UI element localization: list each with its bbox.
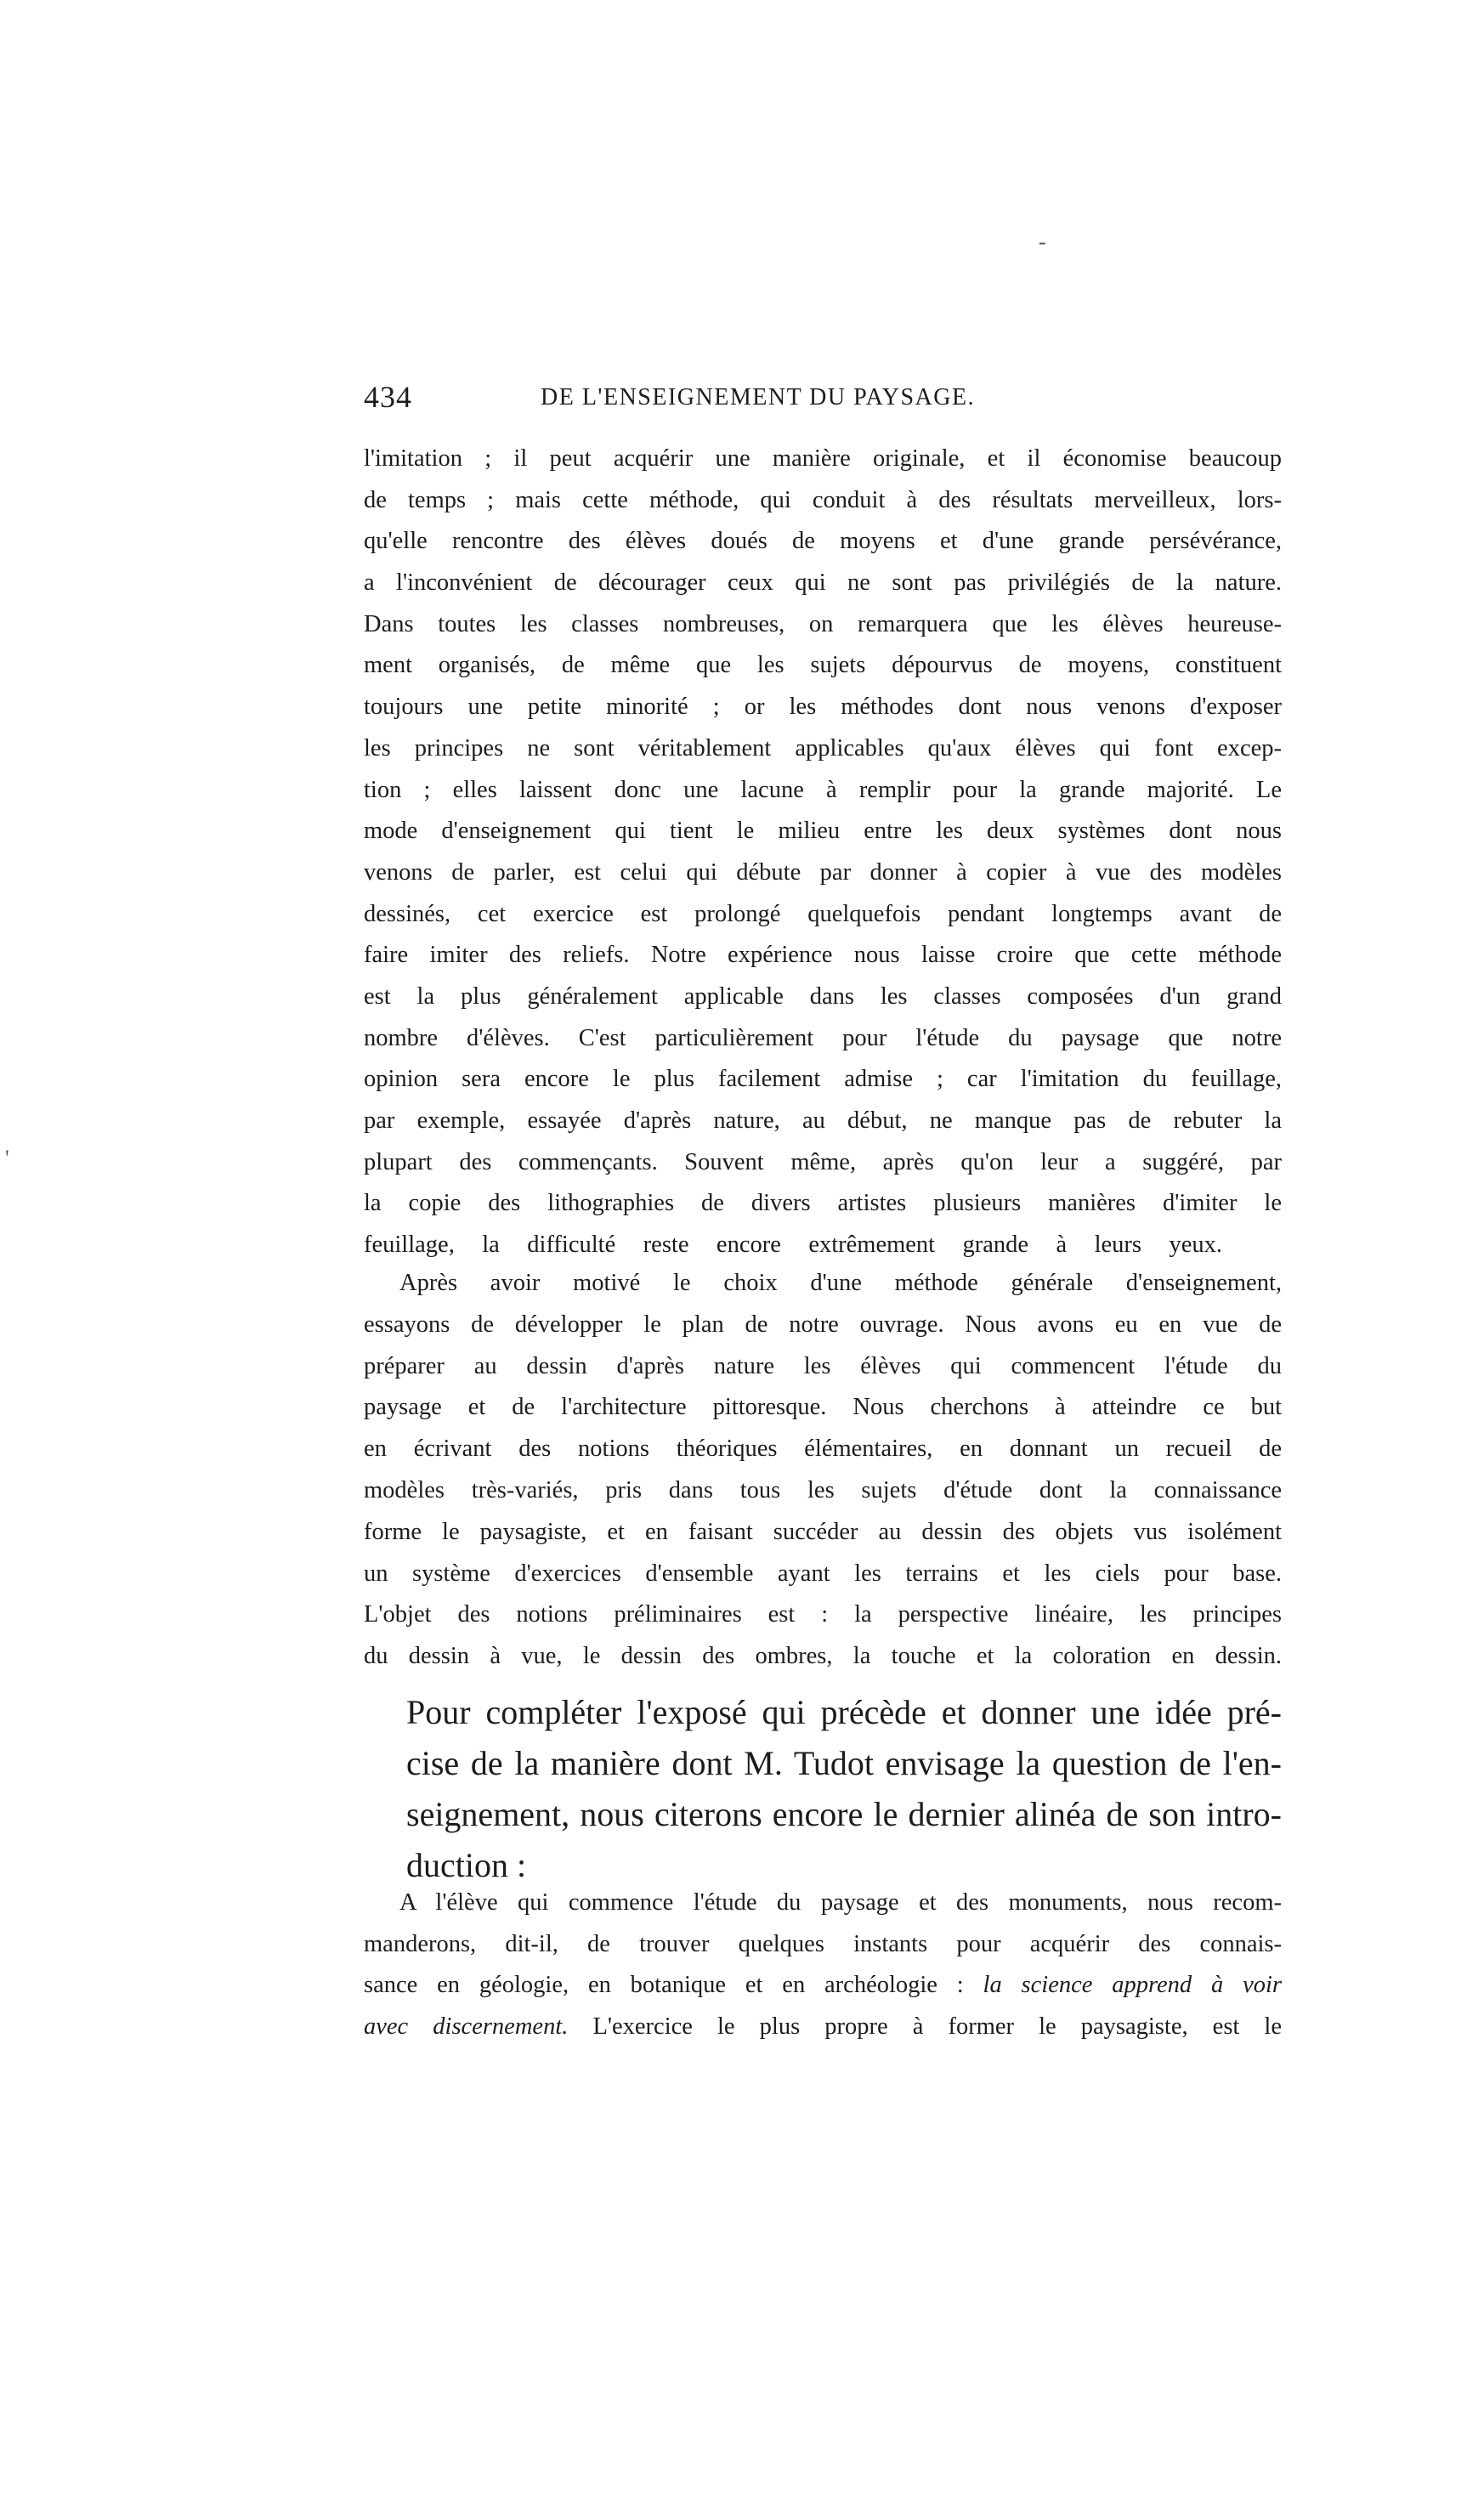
introduction-paragraph: [406, 1687, 1282, 1891]
text-line: essayons de développer le plan de notre ouvrage. Nous avons eu en vue de: [364, 1311, 1282, 1338]
text-line: l'imitation ; il peut acquérir une manière originale, et il économise beaucoup: [364, 445, 1282, 472]
text-line: [364, 1965, 1282, 2007]
text-line: de temps ; mais cette méthode, qui conduit à des résultats merveilleux, lors-: [364, 486, 1282, 513]
page-number: 434: [364, 380, 412, 414]
text-line: venons de parler, est celui qui débute par donner à copier à vue des modèles: [364, 858, 1282, 886]
quoted-passage: [364, 1883, 1282, 2047]
text-line: a l'inconvénient de décourager ceux qui ne sont pas privilégiés de la nature.: [364, 569, 1282, 597]
text-segment: L'exercice le plus propre à former le paysagiste, est le: [568, 2013, 1282, 2040]
text-line: Après avoir motivé le choix d'une méthode générale d'enseignement,: [399, 1270, 1282, 1296]
text-line: [364, 2007, 1282, 2048]
text-line: plupart des commençants. Souvent même, après qu'on leur a suggéré, par: [364, 1148, 1282, 1175]
text-line: par exemple, essayée d'après nature, au début, ne manque pas de rebuter la: [364, 1107, 1282, 1134]
text-line: paysage et de l'architecture pittoresque. Nous cherchons à atteindre ce but: [364, 1394, 1282, 1421]
text-line: L'objet des notions préliminaires est : la perspective linéaire, les principes: [364, 1601, 1282, 1628]
text-line: qu'elle rencontre des élèves doués de moyens et d'une grande persévérance,: [364, 528, 1282, 555]
running-title: DE L'ENSEIGNEMENT DU PAYSAGE.: [541, 384, 976, 411]
text-line: dessinés, cet exercice est prolongé quelquefois pendant longtemps avant de: [364, 900, 1282, 927]
text-line: faire imiter des reliefs. Notre expérience nous laisse croire que cette méthode: [364, 942, 1282, 969]
margin-dash-mark: -: [1039, 229, 1046, 254]
margin-tick-mark: ': [5, 1146, 9, 1170]
text-segment: sance en géologie, en botanique et en archéologie :: [364, 1972, 983, 1998]
paragraph-plan: [364, 1263, 1282, 1678]
paragraph-methods: [364, 439, 1282, 1266]
page-header: [364, 379, 1290, 420]
text-line: Pour compléter l'exposé qui précède et donner une idée pré-: [406, 1693, 1282, 1731]
text-line: mode d'enseignement qui tient le milieu entre les deux systèmes dont nous: [364, 818, 1282, 845]
text-line: la copie des lithographies de divers artistes plusieurs manières d'imiter le: [364, 1190, 1282, 1217]
text-line: feuillage, la difficulté reste encore extrêmement grande à leurs yeux.: [364, 1232, 1222, 1259]
text-line: les principes ne sont véritablement applicables qu'aux élèves qui font excep-: [364, 734, 1282, 762]
text-line: modèles très-variés, pris dans tous les sujets d'étude dont la connaissance: [364, 1476, 1282, 1503]
italic-segment: avec discernement.: [364, 2013, 569, 2040]
text-line: est la plus généralement applicable dans les classes composées d'un grand: [364, 982, 1282, 1010]
text-line: ment organisés, de même que les sujets dépourvus de moyens, constituent: [364, 652, 1282, 679]
text-line: tion ; elles laissent donc une lacune à remplir pour la grande majorité. Le: [364, 776, 1282, 803]
text-line: A l'élève qui commence l'étude du paysage et des monuments, nous recom-: [399, 1889, 1282, 1916]
text-line: manderons, dit-il, de trouver quelques instants pour acquérir des connais-: [364, 1930, 1282, 1957]
text-line: préparer au dessin d'après nature les élèves qui commencent l'étude du: [364, 1352, 1282, 1379]
text-line: cise de la manière dont M. Tudot envisage la question de l'en-: [406, 1744, 1282, 1782]
text-line: nombre d'élèves. C'est particulièrement pour l'étude du paysage que notre: [364, 1024, 1282, 1051]
text-line: Dans toutes les classes nombreuses, on remarquera que les élèves heureuse-: [364, 610, 1282, 637]
text-line: toujours une petite minorité ; or les méthodes dont nous venons d'exposer: [364, 694, 1282, 721]
text-line: en écrivant des notions théoriques élémentaires, en donnant un recueil de: [364, 1435, 1282, 1463]
text-line: un système d'exercices d'ensemble ayant les terrains et les ciels pour base.: [364, 1560, 1282, 1587]
text-line: forme le paysagiste, et en faisant succéder au dessin des objets vus isolément: [364, 1518, 1282, 1545]
text-line: du dessin à vue, le dessin des ombres, la touche et la coloration en dessin.: [364, 1643, 1282, 1670]
text-line: opinion sera encore le plus facilement admise ; car l'imitation du feuillage,: [364, 1066, 1282, 1093]
text-line: seignement, nous citerons encore le dernier alinéa de son intro-: [406, 1795, 1282, 1833]
italic-segment: la science apprend à voir: [983, 1972, 1282, 1998]
text-line: duction :: [406, 1846, 527, 1884]
